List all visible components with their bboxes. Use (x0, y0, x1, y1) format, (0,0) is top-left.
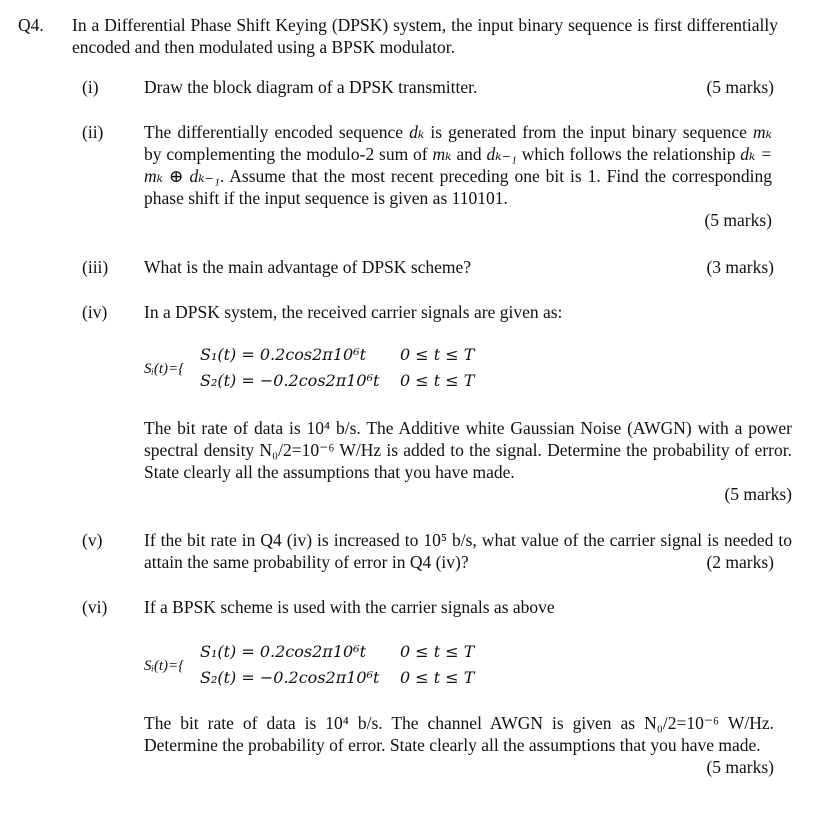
mk-symbol: mₖ (752, 122, 773, 142)
relation-equation: dₖ = mₖ ⊕ dₖ₋₁ (144, 144, 773, 186)
dk-symbol: dₖ (409, 122, 425, 142)
marks: (5 marks) (706, 77, 774, 97)
signal-equations-vi (144, 641, 644, 693)
part-number: (i) (82, 77, 99, 97)
question-intro: In a Differential Phase Shift Keying (DPSK) system, the input binary sequence is first differentially encoded and then modulated using a BPSK modulator. (72, 15, 778, 57)
part-text: In a DPSK system, the received carrier signals are given as: (144, 302, 563, 322)
question-number: Q4. (18, 15, 44, 35)
part-text: The differentially encoded sequence dₖ is generated from the input binary sequence mₖ by complementing the modulo-2 sum of mₖ and dₖ₋₁ which follows the relationship dₖ = mₖ ⊕ dₖ₋₁. Assume that the most recent preceding one bit is 1. Find the corresponding phase shift if the input sequence is given as 110101. (5 marks) (144, 122, 773, 230)
part-text: What is the main advantage of DPSK scheme? (144, 257, 472, 277)
part-text: If the bit rate in Q4 (iv) is increased to 10⁵ b/s, what value of the carrier signal is needed to attain the same probability of error in Q4 (iv)? (144, 530, 792, 572)
part-text: Draw the block diagram of a DPSK transmitter. (144, 77, 478, 97)
part-number: (vi) (82, 597, 108, 617)
equation-s2: S₂(t) = −0.2cos2π10⁶t 0 ≤ t ≤ T (200, 668, 475, 687)
part-text: If a BPSK scheme is used with the carrier signals as above (144, 597, 555, 617)
part-number: (v) (82, 530, 103, 550)
equation-s1: S₁(t) = 0.2cos2π10⁶t 0 ≤ t ≤ T (200, 345, 475, 364)
marks: (5 marks) (724, 484, 792, 504)
part-number: (iv) (82, 302, 108, 322)
part-number: (iii) (82, 257, 109, 277)
equation-s2: S₂(t) = −0.2cos2π10⁶t 0 ≤ t ≤ T (200, 371, 475, 390)
signal-equations-iv (144, 344, 644, 396)
equation-lhs: Sᵢ(t)={ (144, 361, 185, 377)
marks: (5 marks) (704, 210, 772, 230)
part-text: The bit rate of data is 10⁴ b/s. The Additive white Gaussian Noise (AWGN) with a power spectral density N₀/2=10⁻⁶ W/Hz is added to the signal. Determine the probability of error. State clearly all the assumptions that you have made. (5 marks) (144, 418, 792, 504)
marks: (5 marks) (706, 757, 774, 777)
part-number: (ii) (82, 122, 104, 142)
marks: (2 marks) (706, 552, 774, 572)
part-text: The bit rate of data is 10⁴ b/s. The channel AWGN is given as N₀/2=10⁻⁶ W/Hz. Determine the probability of error. State clearly all the assumptions that you have made. (144, 713, 774, 755)
equation-lhs: Sᵢ(t)={ (144, 658, 185, 674)
equation-s1: S₁(t) = 0.2cos2π10⁶t 0 ≤ t ≤ T (200, 642, 475, 661)
dk1-symbol: dₖ₋₁ (486, 144, 517, 164)
marks: (3 marks) (706, 257, 774, 277)
